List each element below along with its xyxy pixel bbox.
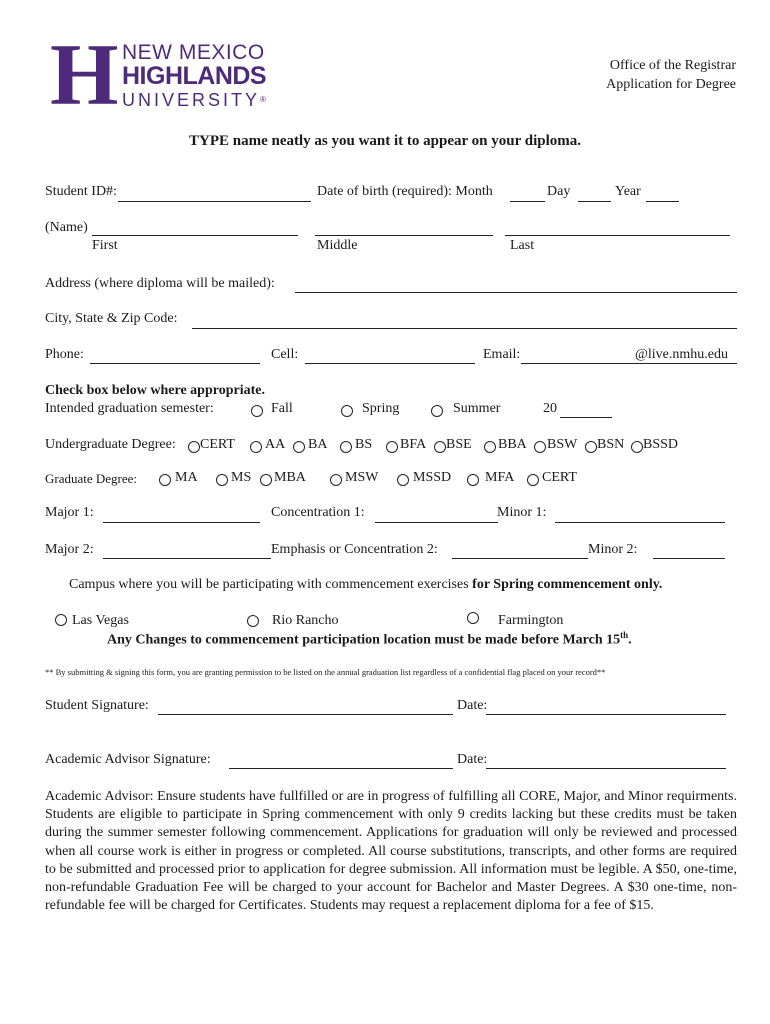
city-label: City, State & Zip Code: [45, 311, 178, 326]
concentration1-field[interactable] [375, 522, 498, 523]
ug-bsn: BSN [597, 437, 625, 452]
cell-field[interactable] [305, 363, 475, 364]
campus-las-vegas: Las Vegas [72, 613, 129, 628]
grad-mssd: MSSD [413, 470, 452, 485]
logo-trademark: ® [260, 95, 266, 104]
dob-day-field[interactable] [578, 201, 611, 202]
radio-ug-bfa[interactable] [386, 441, 398, 453]
dob-month-field[interactable] [510, 201, 545, 202]
university-logo [50, 27, 300, 124]
student-date-field[interactable] [486, 714, 726, 715]
campus-prompt [69, 577, 662, 593]
radio-farmington[interactable] [467, 612, 479, 624]
check-heading: Check box below where appropriate. [45, 383, 265, 398]
dob-year-field[interactable] [646, 201, 679, 202]
semester-spring: Spring [362, 401, 400, 416]
radio-grad-mba[interactable] [260, 474, 272, 486]
ug-cert: CERT [200, 437, 235, 452]
advisor-signature-field[interactable] [229, 768, 453, 769]
radio-ug-aa[interactable] [250, 441, 262, 453]
ug-ba: BA [308, 437, 328, 452]
changes-deadline [107, 630, 632, 649]
ug-bfa: BFA [400, 437, 427, 452]
advisor-date-label: Date: [457, 752, 488, 767]
grad-ms: MS [231, 470, 252, 485]
student-id-label: Student ID#: [45, 184, 117, 199]
last-caption: Last [510, 238, 535, 253]
ug-bs: BS [355, 437, 373, 452]
last-name-field[interactable] [505, 235, 730, 236]
major2-label: Major 2: [45, 542, 94, 557]
student-signature-field[interactable] [158, 714, 453, 715]
campus-prompt-bold: for Spring commencement only. [472, 577, 663, 592]
phone-field[interactable] [90, 363, 260, 364]
semester-summer: Summer [453, 401, 501, 416]
semester-fall: Fall [271, 401, 293, 416]
radio-summer[interactable] [431, 405, 443, 417]
concentration1-label: Concentration 1: [271, 505, 365, 520]
major2-field[interactable] [103, 558, 271, 559]
major1-label: Major 1: [45, 505, 94, 520]
advisor-date-field[interactable] [486, 768, 726, 769]
radio-grad-msw[interactable] [330, 474, 342, 486]
changes-end: . [628, 632, 632, 648]
email-field[interactable] [521, 363, 737, 364]
first-caption: First [92, 238, 118, 253]
office-name: Office of the Registrar [609, 58, 736, 73]
student-date-label: Date: [457, 698, 488, 713]
emphasis2-label: Emphasis or Concentration 2: [271, 542, 438, 557]
emphasis2-field[interactable] [452, 558, 588, 559]
logo-line-3 [122, 90, 266, 110]
radio-spring[interactable] [341, 405, 353, 417]
dob-label: Date of birth (required): Month [317, 184, 493, 199]
semester-label: Intended graduation semester: [45, 401, 214, 416]
ug-bssd: BSSD [643, 437, 679, 452]
advisor-note: Academic Advisor: Ensure students have fullfilled or are in progress of fulfilling all CORE, Major, and Minor requirments. Students are eligible to participate in Spring commencement with only 9 credits lacking but these credits must be taken during the summer semester following commencement. Applications for graduation will only be reviewed and processed when all course work is either in progress or completed. All course substitutions, transcripts, and other forms are required to be submitted and processed prior to application for degree submission. All information must be legible. A $50, one-time, non-refundable Graduation Fee will be charged to your account for Bachelor and Master Degrees. A $30 one-time, non-refundable fee will be charged for Certificates. Students may request a replacement diploma for a fee of $15. [45, 789, 737, 914]
minor2-label: Minor 2: [588, 542, 638, 557]
form-name: Application for Degree [606, 77, 736, 92]
email-domain: @live.nmhu.edu [635, 347, 728, 362]
grad-mfa: MFA [485, 470, 515, 485]
undergrad-label: Undergraduate Degree: [45, 437, 176, 452]
middle-name-field[interactable] [315, 235, 493, 236]
address-field[interactable] [295, 292, 737, 293]
logo-line-3-text: UNIVERSITY [122, 90, 261, 110]
radio-las-vegas[interactable] [55, 614, 67, 626]
year-field[interactable] [560, 417, 612, 418]
campus-rio-rancho: Rio Rancho [272, 613, 339, 628]
logo-line-2: HIGHLANDS [122, 62, 267, 90]
campus-prompt-text: Campus where you will be participating with commencement exercises [69, 577, 473, 592]
minor1-label: Minor 1: [497, 505, 547, 520]
name-label: (Name) [45, 220, 88, 235]
ug-bse: BSE [446, 437, 472, 452]
logo-letter: H [50, 27, 117, 124]
radio-grad-ms[interactable] [216, 474, 228, 486]
campus-farmington: Farmington [498, 613, 564, 628]
changes-sup: th [620, 630, 629, 640]
radio-grad-mfa[interactable] [467, 474, 479, 486]
radio-ug-bse[interactable] [434, 441, 446, 453]
radio-ug-bsw[interactable] [534, 441, 546, 453]
radio-ug-ba[interactable] [293, 441, 305, 453]
radio-ug-cert[interactable] [188, 441, 200, 453]
minor1-field[interactable] [555, 522, 725, 523]
permission-notice: ** By submitting & signing this form, you are granting permission to be listed on the annual graduation list regardless of a confidential flag placed on your record** [45, 667, 606, 677]
grad-mba: MBA [274, 470, 306, 485]
radio-ug-bs[interactable] [340, 441, 352, 453]
minor2-field[interactable] [653, 558, 725, 559]
radio-grad-mssd[interactable] [397, 474, 409, 486]
phone-label: Phone: [45, 347, 84, 362]
grad-ma: MA [175, 470, 198, 485]
page-title: TYPE name neatly as you want it to appear on your diploma. [189, 133, 581, 149]
student-id-field[interactable] [118, 201, 311, 202]
radio-grad-ma[interactable] [159, 474, 171, 486]
cell-label: Cell: [271, 347, 299, 362]
radio-rio-rancho[interactable] [247, 615, 259, 627]
grad-label: Graduate Degree: [45, 471, 138, 486]
grad-cert: CERT [542, 470, 577, 485]
middle-caption: Middle [317, 238, 358, 253]
logo-line-1: NEW MEXICO [122, 41, 265, 64]
major1-field[interactable] [103, 522, 260, 523]
ug-aa: AA [265, 437, 286, 452]
changes-text: Any Changes to commencement participation location must be made before March 15 [107, 632, 621, 648]
radio-ug-bsn[interactable] [585, 441, 597, 453]
email-label: Email: [483, 347, 521, 362]
city-field[interactable] [192, 328, 737, 329]
radio-ug-bssd[interactable] [631, 441, 643, 453]
dob-day-label: Day [547, 184, 571, 199]
year-prefix: 20 [543, 401, 557, 416]
radio-grad-cert[interactable] [527, 474, 539, 486]
address-label: Address (where diploma will be mailed): [45, 276, 275, 291]
advisor-signature-label: Academic Advisor Signature: [45, 752, 211, 767]
grad-msw: MSW [345, 470, 379, 485]
radio-fall[interactable] [251, 405, 263, 417]
ug-bsw: BSW [547, 437, 578, 452]
dob-year-label: Year [615, 184, 641, 199]
ug-bba: BBA [498, 437, 527, 452]
radio-ug-bba[interactable] [484, 441, 496, 453]
first-name-field[interactable] [92, 235, 298, 236]
student-signature-label: Student Signature: [45, 698, 149, 713]
